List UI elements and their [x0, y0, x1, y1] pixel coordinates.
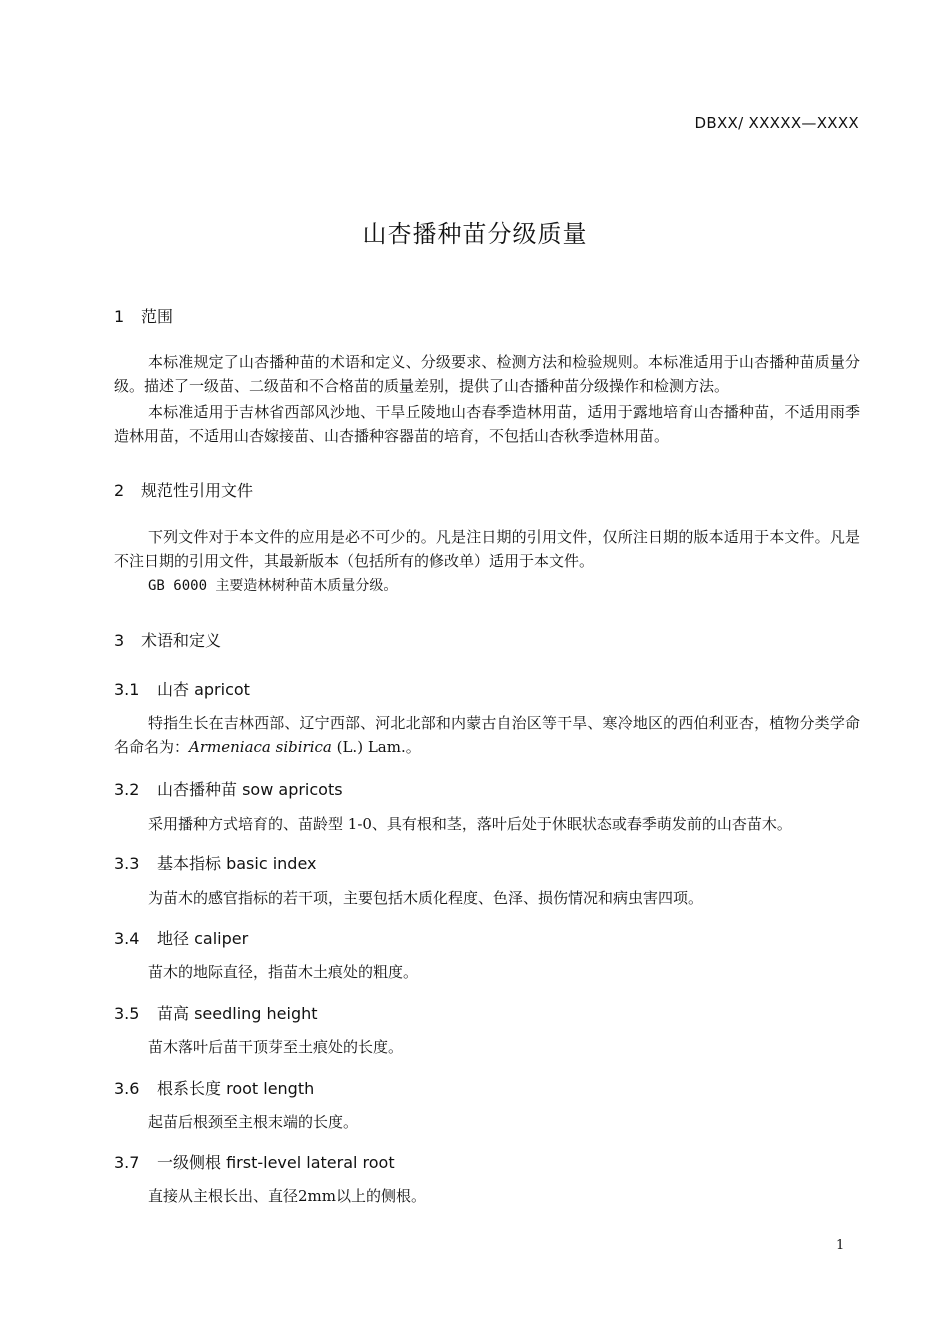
section-title: 术语和定义: [141, 631, 222, 650]
definition-text-tail: (L.) Lam.。: [331, 738, 421, 756]
term-number: 3.3: [114, 854, 140, 873]
term-definition: 为苗木的感官指标的若干项，主要包括木质化程度、色泽、损伤情况和病虫害四项。: [148, 889, 704, 907]
term-heading: [114, 926, 248, 949]
section-heading-terms: [114, 628, 221, 651]
term-heading: [114, 1076, 314, 1099]
section-number: 3: [114, 631, 125, 650]
section-number: 2: [114, 481, 125, 500]
term-definition: [114, 711, 860, 759]
term-title: 根系长度 root length: [157, 1079, 315, 1098]
scope-paragraph-1: 本标准规定了山杏播种苗的术语和定义、分级要求、检测方法和检验规则。本标准适用于山杏播种苗质量分级。描述了一级苗、二级苗和不合格苗的质量差别，提供了山杏播种苗分级操作和检测方法。: [114, 353, 860, 395]
section-heading-normative-references: [114, 478, 253, 501]
section-title: 范围: [141, 307, 174, 326]
term-title: 一级侧根 first-level lateral root: [157, 1153, 395, 1172]
section-heading-scope: [114, 304, 173, 327]
standard-code: DBXX/ XXXXX—XXXX: [694, 114, 859, 132]
section-title: 规范性引用文件: [141, 481, 254, 500]
term-title: 山杏播种苗 sow apricots: [157, 780, 343, 799]
term-definition: 直接从主根长出、直径2mm以上的侧根。: [148, 1187, 426, 1205]
term-title: 地径 caliper: [157, 929, 249, 948]
scope-paragraph-2: 本标准适用于吉林省西部风沙地、干旱丘陵地山杏春季造林用苗，适用于露地培育山杏播种苗，不适用雨季造林用苗，不适用山杏嫁接苗、山杏播种容器苗的培育，不包括山杏秋季造林用苗。: [114, 403, 860, 445]
term-number: 3.5: [114, 1004, 140, 1023]
term-number: 3.4: [114, 929, 140, 948]
term-number: 3.7: [114, 1153, 140, 1172]
term-title: 基本指标 basic index: [157, 854, 317, 873]
document-title: 山杏播种苗分级质量: [362, 220, 588, 248]
references-paragraph-2: GB 6000 主要造林树种苗木质量分级。: [148, 578, 398, 594]
term-number: 3.2: [114, 780, 140, 799]
term-definition: 采用播种方式培育的、苗龄型 1-0、具有根和茎，落叶后处于休眠状态或春季萌发前的山杏苗木。: [148, 815, 792, 833]
references-paragraph-1: 下列文件对于本文件的应用是必不可少的。凡是注日期的引用文件，仅所注日期的版本适用于本文件。凡是不注日期的引用文件，其最新版本（包括所有的修改单）适用于本文件。: [114, 528, 860, 570]
term-number: 3.6: [114, 1079, 140, 1098]
term-heading: [114, 777, 343, 800]
term-definition: 苗木落叶后苗干顶芽至土痕处的长度。: [148, 1038, 404, 1056]
term-heading: [114, 851, 317, 874]
page-number: 1: [836, 1238, 845, 1253]
section-number: 1: [114, 307, 125, 326]
term-number: 3.1: [114, 680, 140, 699]
term-title: 山杏 apricot: [157, 680, 250, 699]
definition-text: 特指生长在吉林西部、辽宁西部、河北北部和内蒙古自治区等干旱、寒冷地区的西伯利亚杏，植物分类学命名命名为：: [114, 714, 860, 756]
term-definition: 苗木的地际直径，指苗木土痕处的粗度。: [148, 963, 419, 981]
term-heading: [114, 1150, 395, 1173]
term-title: 苗高 seedling height: [157, 1004, 318, 1023]
scientific-name: Armeniaca sibirica: [189, 738, 332, 756]
term-heading: [114, 677, 250, 700]
term-heading: [114, 1001, 318, 1024]
term-definition: 起苗后根颈至主根末端的长度。: [148, 1113, 359, 1131]
